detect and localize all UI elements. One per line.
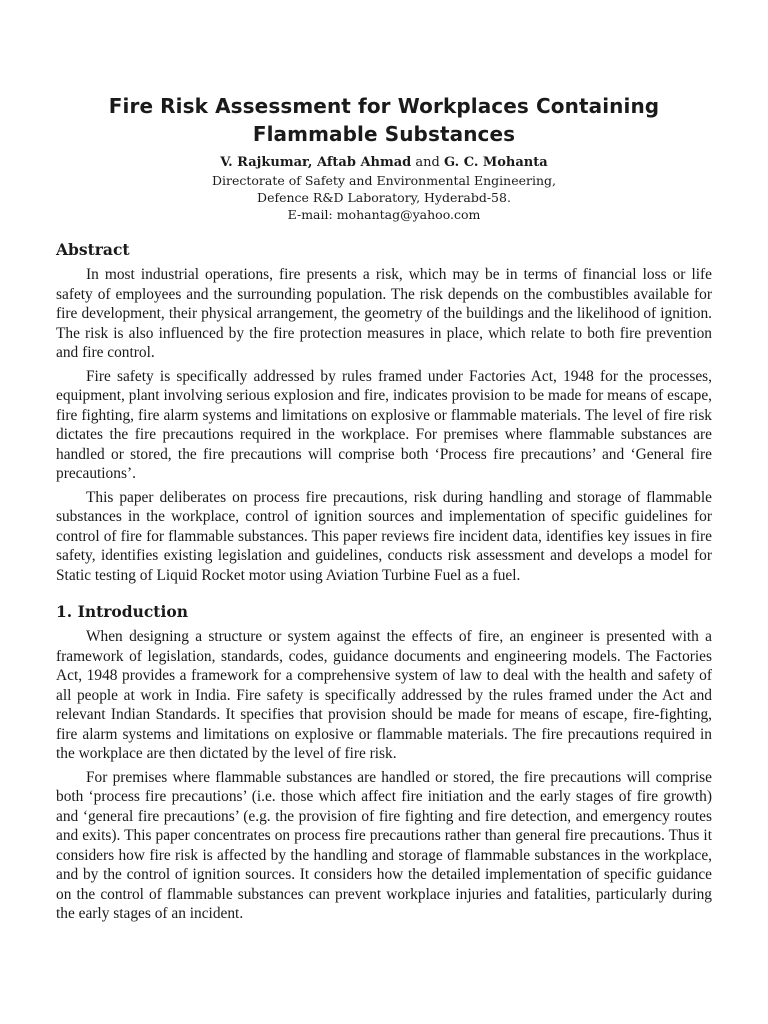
affiliation-line-2: Defence R&D Laboratory, Hyderabd-58. bbox=[257, 190, 511, 205]
author-email: E-mail: mohantag@yahoo.com bbox=[287, 207, 481, 222]
paper-title bbox=[56, 92, 712, 148]
affiliation-line-1: Directorate of Safety and Environmental Engineering, bbox=[211, 173, 557, 188]
authors-last: G. C. Mohanta bbox=[444, 155, 548, 170]
title-line-1: Fire Risk Assessment for Workplaces Containing bbox=[108, 94, 660, 118]
abstract-paragraph-2: Fire safety is specifically addressed by rules framed under Factories Act, 1948 for the processes, equipment, plant involving serious explosion and fire, indicates provision to be made for means of escape, fire fighting, fire alarm systems and limitations on explosive or flammable materials. The level of fire risk dictates the fire precautions required in the workplace. For premises where flammable substances are handled or stored, the fire precautions will comprise both ‘Process fire precautions’ and ‘General fire precautions’. bbox=[56, 367, 712, 482]
paper-page bbox=[56, 92, 712, 928]
abstract-paragraph-3: This paper deliberates on process fire precautions, risk during handling and storage of flammable substances in the workplace, control of ignition sources and implementation of specific guidelines for control of fire for flammable substances. This paper reviews fire incident data, identifies key issues in fire safety, identifies existing legislation and guidelines, conducts risk assessment and develops a model for Static testing of Liquid Rocket motor using Aviation Turbine Fuel as a fuel. bbox=[56, 488, 712, 584]
title-line-2: Flammable Substances bbox=[252, 122, 516, 146]
introduction-paragraph-1: When designing a structure or system against the effects of fire, an engineer is presented with a framework of legislation, standards, codes, guidance documents and engineering models. The Factories Act, 1948 provides a framework for a comprehensive system of law to deal with the health and safety of all people at work in India. Fire safety is specifically addressed by the rules framed under the Act and relevant Indian Standards. It specifies that provision should be made for means of escape, fire-fighting, fire alarm systems and limitations on explosive or flammable materials. The fire precautions required in the workplace are then dictated by the level of fire risk. bbox=[56, 628, 712, 762]
author-list bbox=[56, 154, 712, 172]
introduction-heading: 1. Introduction bbox=[56, 602, 188, 621]
authors-conjunction: and bbox=[415, 155, 440, 170]
abstract-heading: Abstract bbox=[56, 240, 130, 259]
authors-main: V. Rajkumar, Aftab Ahmad bbox=[220, 155, 412, 170]
affiliation-block bbox=[56, 172, 712, 223]
introduction-paragraph-2: For premises where flammable substances are handled or stored, the fire precautions will comprise both ‘process fire precautions’ (i.e. those which affect fire initiation and the early stages of fire growth) and ‘general fire precautions’ (e.g. the provision of fire fighting and fire detection, and emergency routes and exits). This paper concentrates on process fire precautions rather than general fire precautions. Thus it considers how fire risk is affected by the handling and storage of flammable substances in the workplace, and by the control of ignition sources. It considers how the detailed implementation of specific guidance on the control of flammable substances can prevent workplace injuries and fatalities, particularly during the early stages of an incident. bbox=[56, 768, 712, 922]
abstract-paragraph-1: In most industrial operations, fire presents a risk, which may be in terms of financial loss or life safety of employees and the surrounding population. The risk depends on the combustibles available for fire development, their physical arrangement, the geometry of the buildings and the likelihood of ignition. The risk is also influenced by the fire protection measures in place, which relate to both fire prevention and fire control. bbox=[56, 266, 712, 361]
